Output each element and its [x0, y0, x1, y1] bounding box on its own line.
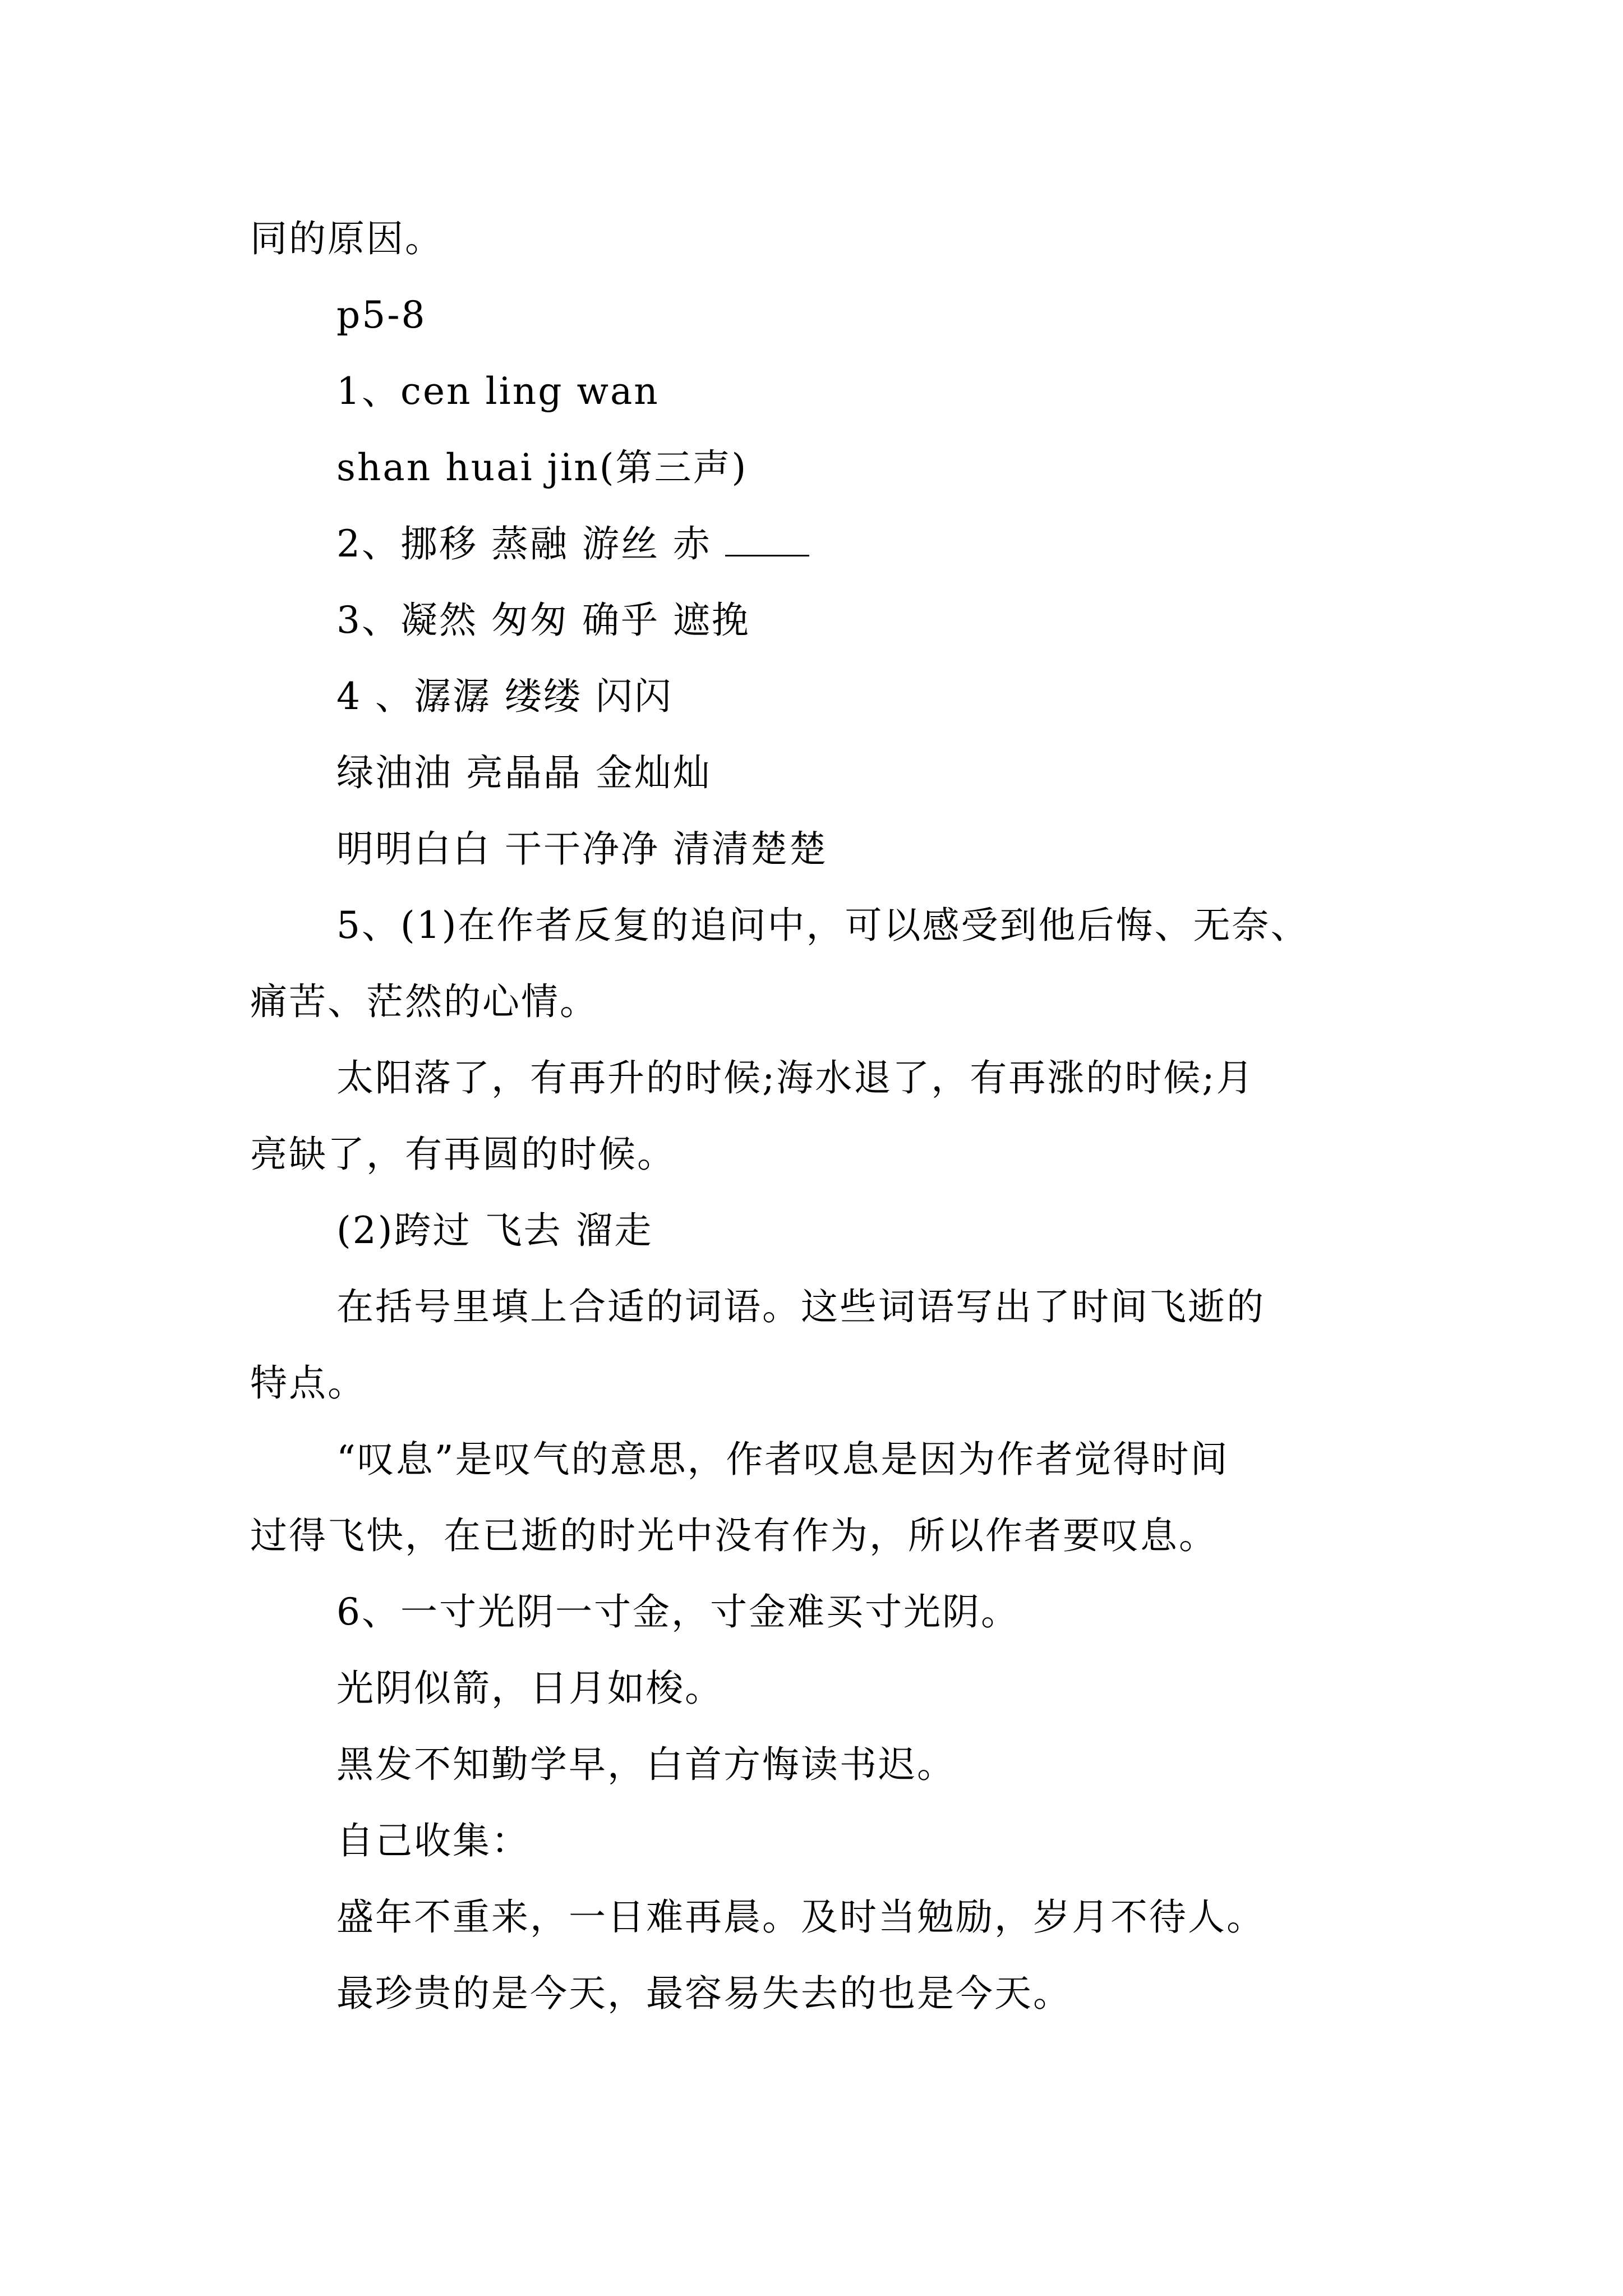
text-line-with-blank — [336, 522, 809, 567]
text-line: 光阴似箭，日月如梭。 — [336, 1667, 723, 1710]
text-line: (2)跨过 飞去 溜走 — [336, 1209, 653, 1252]
text-line: shan huai jin(第三声) — [336, 446, 748, 489]
text-line: 自己收集： — [336, 1819, 530, 1862]
text-line: 2、挪移 蒸融 游丝 赤 — [336, 522, 712, 565]
text-line: 绿油油 亮晶晶 金灿灿 — [336, 751, 712, 794]
text-line: 痛苦、茫然的心情。 — [250, 980, 598, 1023]
text-line: 5、(1)在作者反复的追问中，可以感受到他后悔、无奈、 — [336, 904, 1310, 947]
text-line: 盛年不重来，一日难再晨。及时当勉励，岁月不待人。 — [336, 1895, 1265, 1939]
text-line: 黑发不知勤学早，白首方悔读书迟。 — [336, 1743, 956, 1786]
text-line: 亮缺了，有再圆的时候。 — [250, 1133, 676, 1176]
text-line: 同的原因。 — [250, 217, 444, 260]
text-line: 明明白白 干干净净 清清楚楚 — [336, 827, 828, 871]
text-line: 最珍贵的是今天，最容易失去的也是今天。 — [336, 1972, 1072, 2015]
text-line: “叹息”是叹气的意思，作者叹息是因为作者觉得时间 — [336, 1438, 1229, 1481]
fill-in-blank — [725, 527, 809, 556]
text-line: 1、cen ling wan — [336, 370, 660, 413]
text-line: 特点。 — [250, 1361, 366, 1405]
text-line: 在括号里填上合适的词语。这些词语写出了时间飞逝的 — [336, 1285, 1265, 1328]
text-line: 6、一寸光阴一寸金，寸金难买寸光阴。 — [336, 1590, 1020, 1634]
text-line: 4 、潺潺 缕缕 闪闪 — [336, 675, 673, 718]
text-line: p5-8 — [336, 293, 427, 337]
text-line: 太阳落了，有再升的时候;海水退了，有再涨的时候;月 — [336, 1056, 1255, 1099]
text-line: 过得飞快，在已逝的时光中没有作为，所以作者要叹息。 — [250, 1514, 1218, 1557]
text-line: 3、凝然 匆匆 确乎 遮挽 — [336, 599, 750, 642]
